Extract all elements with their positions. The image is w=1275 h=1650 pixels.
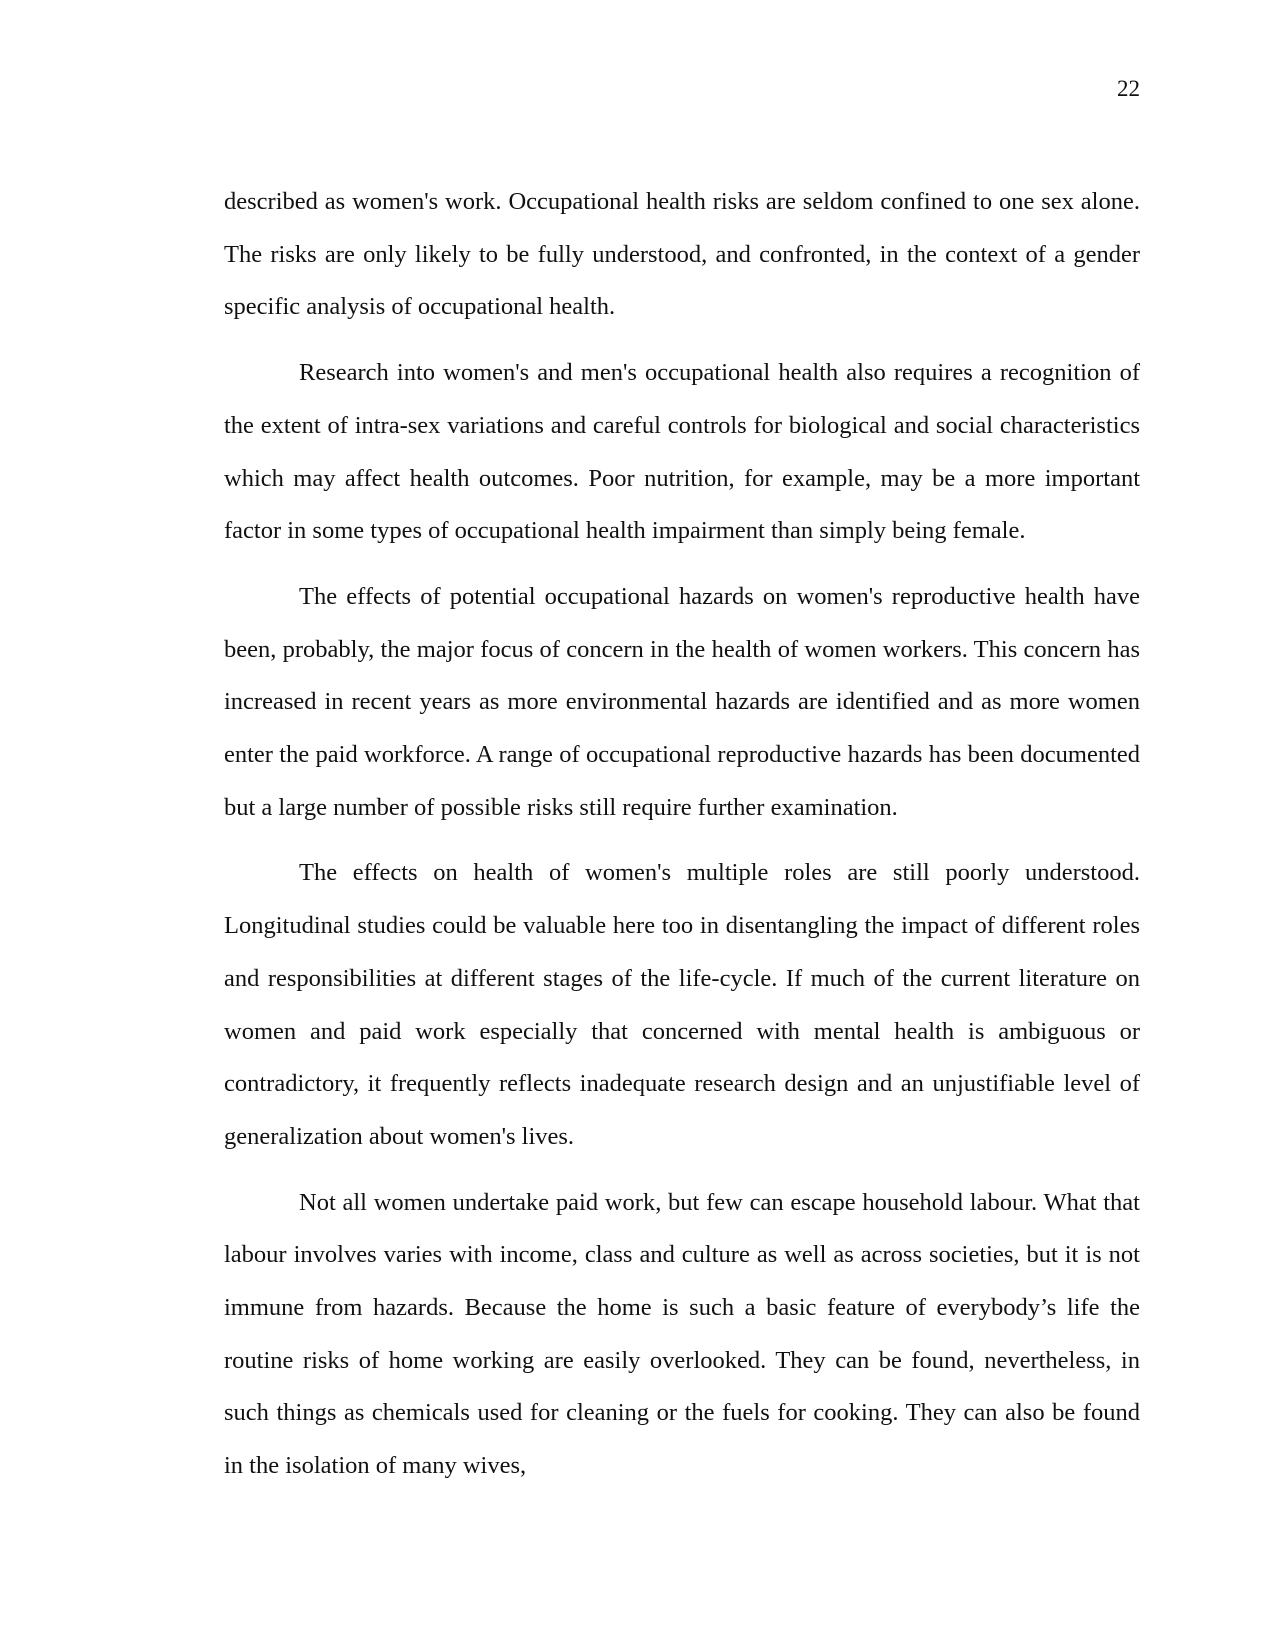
paragraph-4: The effects on health of women's multiple roles are still poorly understood. Longitudinal studies could be valuable here too in disentangling the impact of different roles and responsibilities at different stages of the life-cycle. If much of the current literature on women and paid work especially that concerned with mental health is ambiguous or contradictory, it frequently reflects inadequate research design and an unjustifiable level of generalization about women's lives. <box>224 859 1140 1150</box>
body-text <box>224 176 1140 1506</box>
paragraph-1: described as women's work. Occupational health risks are seldom confined to one sex alone. The risks are only likely to be fully understood, and confronted, in the context of a gender specific analysis of occupational health. <box>224 188 1140 321</box>
paragraph-3: The effects of potential occupational hazards on women's reproductive health have been, probably, the major focus of concern in the health of women workers. This concern has increased in recent years as more environmental hazards are identified and as more women enter the paid workforce. A range of occupational reproductive hazards has been documented but a large number of possible risks still require further examination. <box>224 582 1140 821</box>
page-number: 22 <box>1117 76 1140 101</box>
paragraph-5: Not all women undertake paid work, but few can escape household labour. What that labour involves varies with income, class and culture as well as across societies, but it is not immune from hazards. Because the home is such a basic feature of everybody’s life the routine risks of home working are easily overlooked. They can be found, nevertheless, in such things as chemicals used for cleaning or the fuels for cooking. They can also be found in the isolation of many wives, <box>224 1188 1140 1480</box>
paragraph-2: Research into women's and men's occupational health also requires a recognition of the extent of intra-sex variations and careful controls for biological and social characteristics which may affect health outcomes. Poor nutrition, for example, may be a more important factor in some types of occupational health impairment than simply being female. <box>224 359 1140 545</box>
